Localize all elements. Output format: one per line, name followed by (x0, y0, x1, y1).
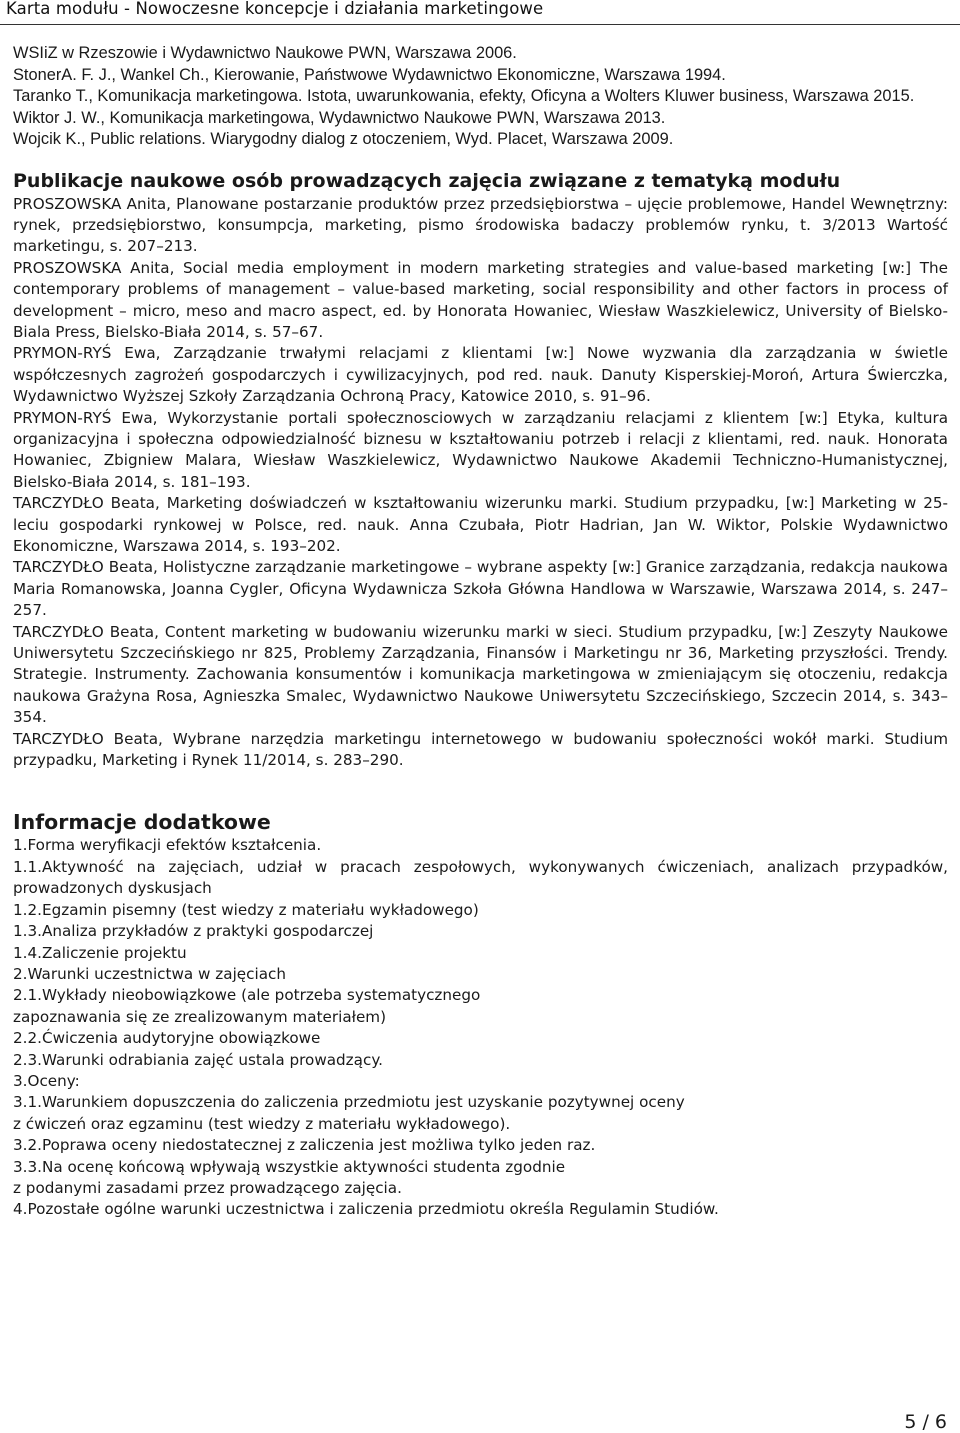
publication-entry: TARCZYDŁO Beata, Holistyczne zarządzanie marketingowe – wybrane aspekty [w:] Granice zarządzania, redakcja naukowa Maria Romanowska, Joanna Cygler, Oficyna Wydawnicza Szkoła Główna Handlowa w Warszawie, Warszawa 2014, s. 247–257. (13, 558, 948, 620)
publication-entry: PRYMON-RYŚ Ewa, Wykorzystanie portali społecznosciowych w zarządzaniu relacjami z klientem [w:] Etyka, kultura organizacyjna i społeczna odpowiedzialność biznesu w kształtowaniu potrzeb i relacji z klientami, red. nauk. Honorata Howaniec, Zbigniew Malara, Wiesław Waszkielewicz, Wydawnictwo Naukowe Akademii Techniczno-Humanistycznej, Bielsko-Biała 2014, s. 181–193. (13, 408, 948, 491)
info-item: 1.3.Analiza przykładów z praktyki gospodarczej (13, 922, 374, 941)
publication-entry: TARCZYDŁO Beata, Marketing doświadczeń w kształtowaniu wizerunku marki. Studium przypadku, [w:] Marketing w 25-leciu gospodarki rynkowej w Polsce, red. nauk. Anna Czubała, Piotr Hadrian, Jan W. Wiktor, Polskie Wydawnictwo Ekonomiczne, Warszawa 2014, s. 193–202. (13, 494, 948, 555)
info-item: 2.3.Warunki odrabiania zajęć ustala prowadzący. (13, 1050, 383, 1069)
document-title: Karta modułu - Nowoczesne koncepcje i działania marketingowe (6, 0, 544, 18)
info-item: 1.Forma weryfikacji efektów kształcenia. (13, 836, 322, 855)
page-number: 5 / 6 (904, 1411, 947, 1433)
info-item: 2.2.Ćwiczenia audytoryjne obowiązkowe (13, 1029, 321, 1048)
info-item: 1.2.Egzamin pisemny (test wiedzy z materiału wykładowego) (13, 900, 479, 919)
publication-entry: TARCZYDŁO Beata, Wybrane narzędzia marketingu internetowego w budowaniu społeczności wokół marki. Studium przypadku, Marketing i Rynek 11/2014, s. 283–290. (13, 729, 948, 770)
publications-heading: Publikacje naukowe osób prowadzących zajęcia związane z tematyką modułu (13, 169, 841, 192)
info-item: 1.4.Zaliczenie projektu (13, 943, 187, 962)
info-item: 3.1.Warunkiem dopuszczenia do zaliczenia przedmiotu jest uzyskanie pozytywnej oceny (13, 1093, 685, 1112)
info-item: 3.Oceny: (13, 1071, 80, 1090)
info-item: 3.2.Poprawa oceny niedostatecznej z zaliczenia jest możliwa tylko jeden raz. (13, 1136, 596, 1155)
publication-entry: PRYMON-RYŚ Ewa, Zarządzanie trwałymi relacjami z klientami [w:] Nowe wyzwania dla zarządzania w świetle współczesnych zagrożeń gospodarczych i cywilizacyjnych, pod red. nauk. Danuty Kisperskiej-Moroń, Artura Świerczka, Wydawnictwo Wyższej Szkoły Zarządzania Ochroną Pracy, Katowice 2010, s. 91–96. (13, 344, 948, 406)
reference-item: WSIiZ w Rzeszowie i Wydawnictwo Naukowe PWN, Warszawa 2006. (13, 44, 517, 62)
info-item: z ćwiczeń oraz egzaminu (test wiedzy z materiału wykładowego). (13, 1114, 511, 1133)
info-item: 2.Warunki uczestnictwa w zajęciach (13, 964, 286, 983)
info-item: zapoznawania się ze zrealizowanym materiałem) (13, 1007, 387, 1026)
info-item: 2.1.Wykłady nieobowiązkowe (ale potrzeba systematycznego (13, 986, 481, 1005)
page-header (0, 0, 960, 25)
info-item: 3.3.Na ocenę końcową wpływają wszystkie aktywności studenta zgodnie (13, 1157, 566, 1176)
info-item: 1.1.Aktywność na zajęciach, udział w pracach zespołowych, wykonywanych ćwiczeniach, analizach przypadków, prowadzonych dyskusjach (13, 857, 948, 898)
references-list (13, 43, 948, 151)
info-item: 4.Pozostałe ogólne warunki uczestnictwa i zaliczenia przedmiotu określa Regulamin Studiów. (13, 1200, 719, 1219)
additional-info-list (13, 835, 948, 1220)
info-item: z podanymi zasadami przez prowadzącego zajęcia. (13, 1178, 402, 1197)
reference-item: Wojcik K., Public relations. Wiarygodny dialog z otoczeniem, Wyd. Placet, Warszawa 2009. (13, 130, 674, 148)
publication-entry: PROSZOWSKA Anita, Social media employment in modern marketing strategies and value-based marketing [w:] The contemporary problems of management – value-based marketing, social responsibility and other factors in process of development – micro, meso and macro aspect, ed. by Honorata Howaniec, Wiesław Waszkielewicz, University of Bielsko-Biala Press, Bielsko-Biała 2014, s. 57–67. (13, 258, 948, 341)
publication-entry: PROSZOWSKA Anita, Planowane postarzanie produktów przez przedsiębiorstwa – ujęcie problemowe, Handel Wewnętrzny: rynek, przedsiębiorstwo, konsumpcja, marketing, pismo środowiska badaczy problemów rynku, t. 3/2013 Wartość marketingu, s. 207–213. (13, 194, 948, 256)
page-content (13, 43, 948, 1221)
publications-list (13, 194, 948, 772)
reference-item: Wiktor J. W., Komunikacja marketingowa, Wydawnictwo Naukowe PWN, Warszawa 2013. (13, 108, 666, 127)
reference-item: StonerA. F. J., Wankel Ch., Kierowanie, Państwowe Wydawnictwo Ekonomiczne, Warszawa 1994. (13, 65, 726, 84)
publication-entry: TARCZYDŁO Beata, Content marketing w budowaniu wizerunku marki w sieci. Studium przypadku, [w:] Zeszyty Naukowe Uniwersytetu Szczecińskiego nr 825, Problemy Zarządzania, Finansów i Marketingu nr 36, Marketing przyszłości. Trendy. Strategie. Instrumenty. Zachowania konsumentów i komunikacja marketingowa w zmieniającym się otoczeniu, redakcja naukowa Grażyna Rosa, Agnieszka Smalec, Wydawnictwo Naukowe Uniwersytetu Szczecińskiego, Szczecin 2014, s. 343–354. (13, 622, 948, 727)
additional-info-heading: Informacje dodatkowe (13, 810, 271, 835)
reference-item: Taranko T., Komunikacja marketingowa. Istota, uwarunkowania, efekty, Oficyna a Wolters Kluwer business, Warszawa 2015. (13, 87, 915, 105)
